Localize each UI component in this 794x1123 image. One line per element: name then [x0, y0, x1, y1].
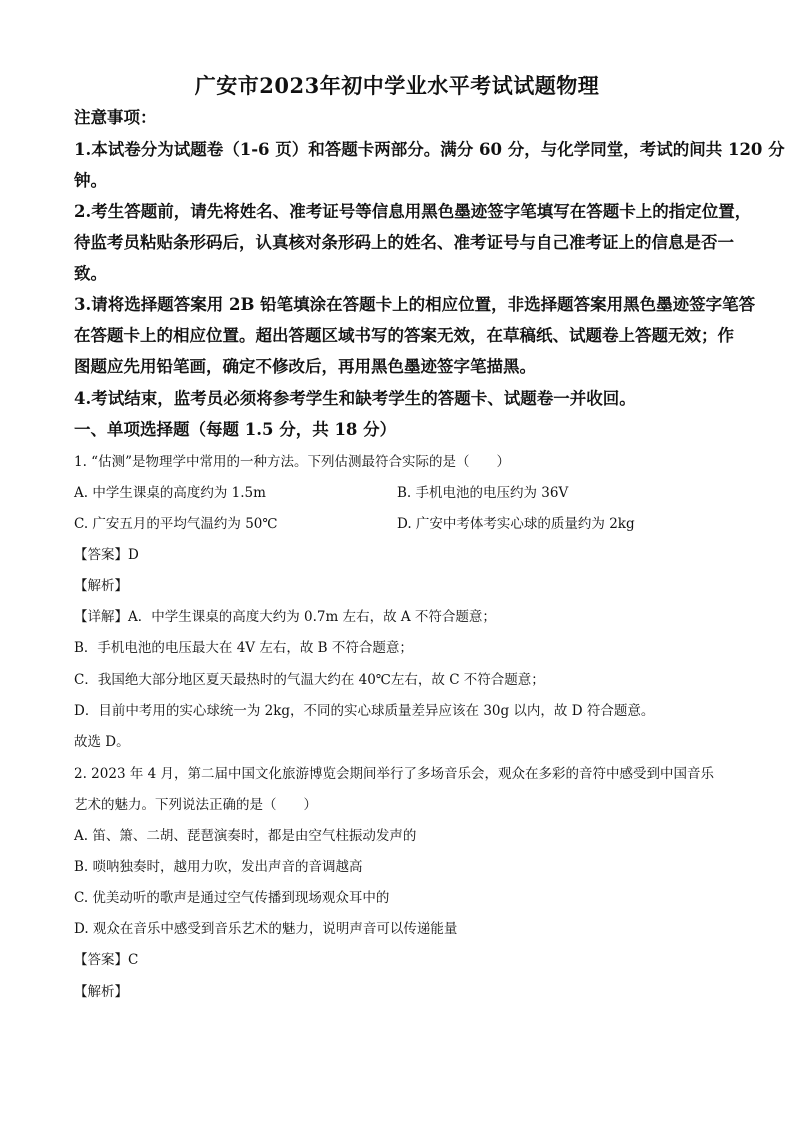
q1-answer: 【答案】D [74, 547, 139, 563]
q2-option-a: A. 笛、箫、二胡、琵琶演奏时，都是由空气柱振动发声的 [74, 828, 417, 844]
q1-option-c: C. 广安五月的平均气温约为 50℃ [74, 516, 278, 532]
q2-option-c: C. 优美动听的歌声是通过空气传播到现场观众耳中的 [74, 890, 390, 906]
q1-detail-b: B．手机电池的电压最大在 4V 左右，故 B 不符合题意； [74, 640, 413, 656]
notice-item-1-line-2: 钟。 [74, 171, 107, 190]
notice-item-3-line-1: 3.请将选择题答案用 2B 铅笔填涂在答题卡上的相应位置，非选择题答案用黑色墨迹签字笔答 [74, 295, 756, 314]
q1-option-a: A. 中学生课桌的高度约为 1.5m [74, 485, 266, 501]
q2-analysis-label: 【解析】 [74, 984, 128, 1000]
q1-detail-c: C．我国绝大部分地区夏天最热时的气温大约在 40℃左右，故 C 不符合题意； [74, 672, 545, 688]
q2-stem-line-1: 2. 2023 年 4 月，第二届中国文化旅游博览会期间举行了多场音乐会，观众在多彩的音符中感受到中国音乐 [74, 766, 714, 782]
notice-item-2-line-2: 待监考员粘贴条形码后，认真核对条形码上的姓名、准考证号与自己准考证上的信息是否一 [74, 233, 734, 252]
q2-stem-line-2: 艺术的魅力。下列说法正确的是（ ） [74, 797, 317, 813]
notice-heading: 注意事项： [74, 108, 157, 127]
notice-item-4-line-1: 4.考试结束，监考员必须将参考学生和缺考学生的答题卡、试题卷一并收回。 [74, 389, 636, 408]
q1-stem: 1. “估测”是物理学中常用的一种方法。下列估测最符合实际的是（ ） [74, 454, 510, 470]
page-title: 广安市2023年初中学业水平考试试题物理 [194, 73, 600, 98]
notice-item-2-line-1: 2.考生答题前，请先将姓名、准考证号等信息用黑色墨迹签字笔填写在答题卡上的指定位置， [74, 202, 752, 221]
notice-item-2-line-3: 致。 [74, 264, 107, 283]
q2-answer: 【答案】C [74, 952, 139, 968]
q1-analysis-label: 【解析】 [74, 578, 128, 594]
notice-item-3-line-2: 在答题卡上的相应位置。超出答题区域书写的答案无效，在草稿纸、试题卷上答题无效；作 [74, 326, 734, 345]
q2-option-d: D. 观众在音乐中感受到音乐艺术的魅力，说明声音可以传递能量 [74, 921, 458, 937]
q1-option-d: D. 广安中考体考实心球的质量约为 2kg [397, 516, 635, 532]
q1-conclusion: 故选 D。 [74, 734, 130, 750]
notice-item-3-line-3: 图题应先用铅笔画，确定不修改后，再用黑色墨迹签字笔描黑。 [74, 357, 536, 376]
q1-detail-d: D．目前中考用的实心球统一为 2kg，不同的实心球质量差异应该在 30g 以内，故 D 符合题意。 [74, 703, 655, 719]
notice-item-1-line-1: 1.本试卷分为试题卷（1-6 页）和答题卡两部分。满分 60 分，与化学同堂，考试的间共 120 分 [74, 140, 785, 159]
q1-option-b: B. 手机电池的电压约为 36V [397, 485, 569, 501]
section-1-heading: 一、单项选择题（每题 1.5 分，共 18 分） [74, 420, 397, 439]
q2-option-b: B. 唢呐独奏时，越用力吹，发出声音的音调越高 [74, 859, 363, 875]
q1-detail-a: 【详解】A．中学生课桌的高度大约为 0.7m 左右，故 A 不符合题意； [74, 609, 496, 625]
